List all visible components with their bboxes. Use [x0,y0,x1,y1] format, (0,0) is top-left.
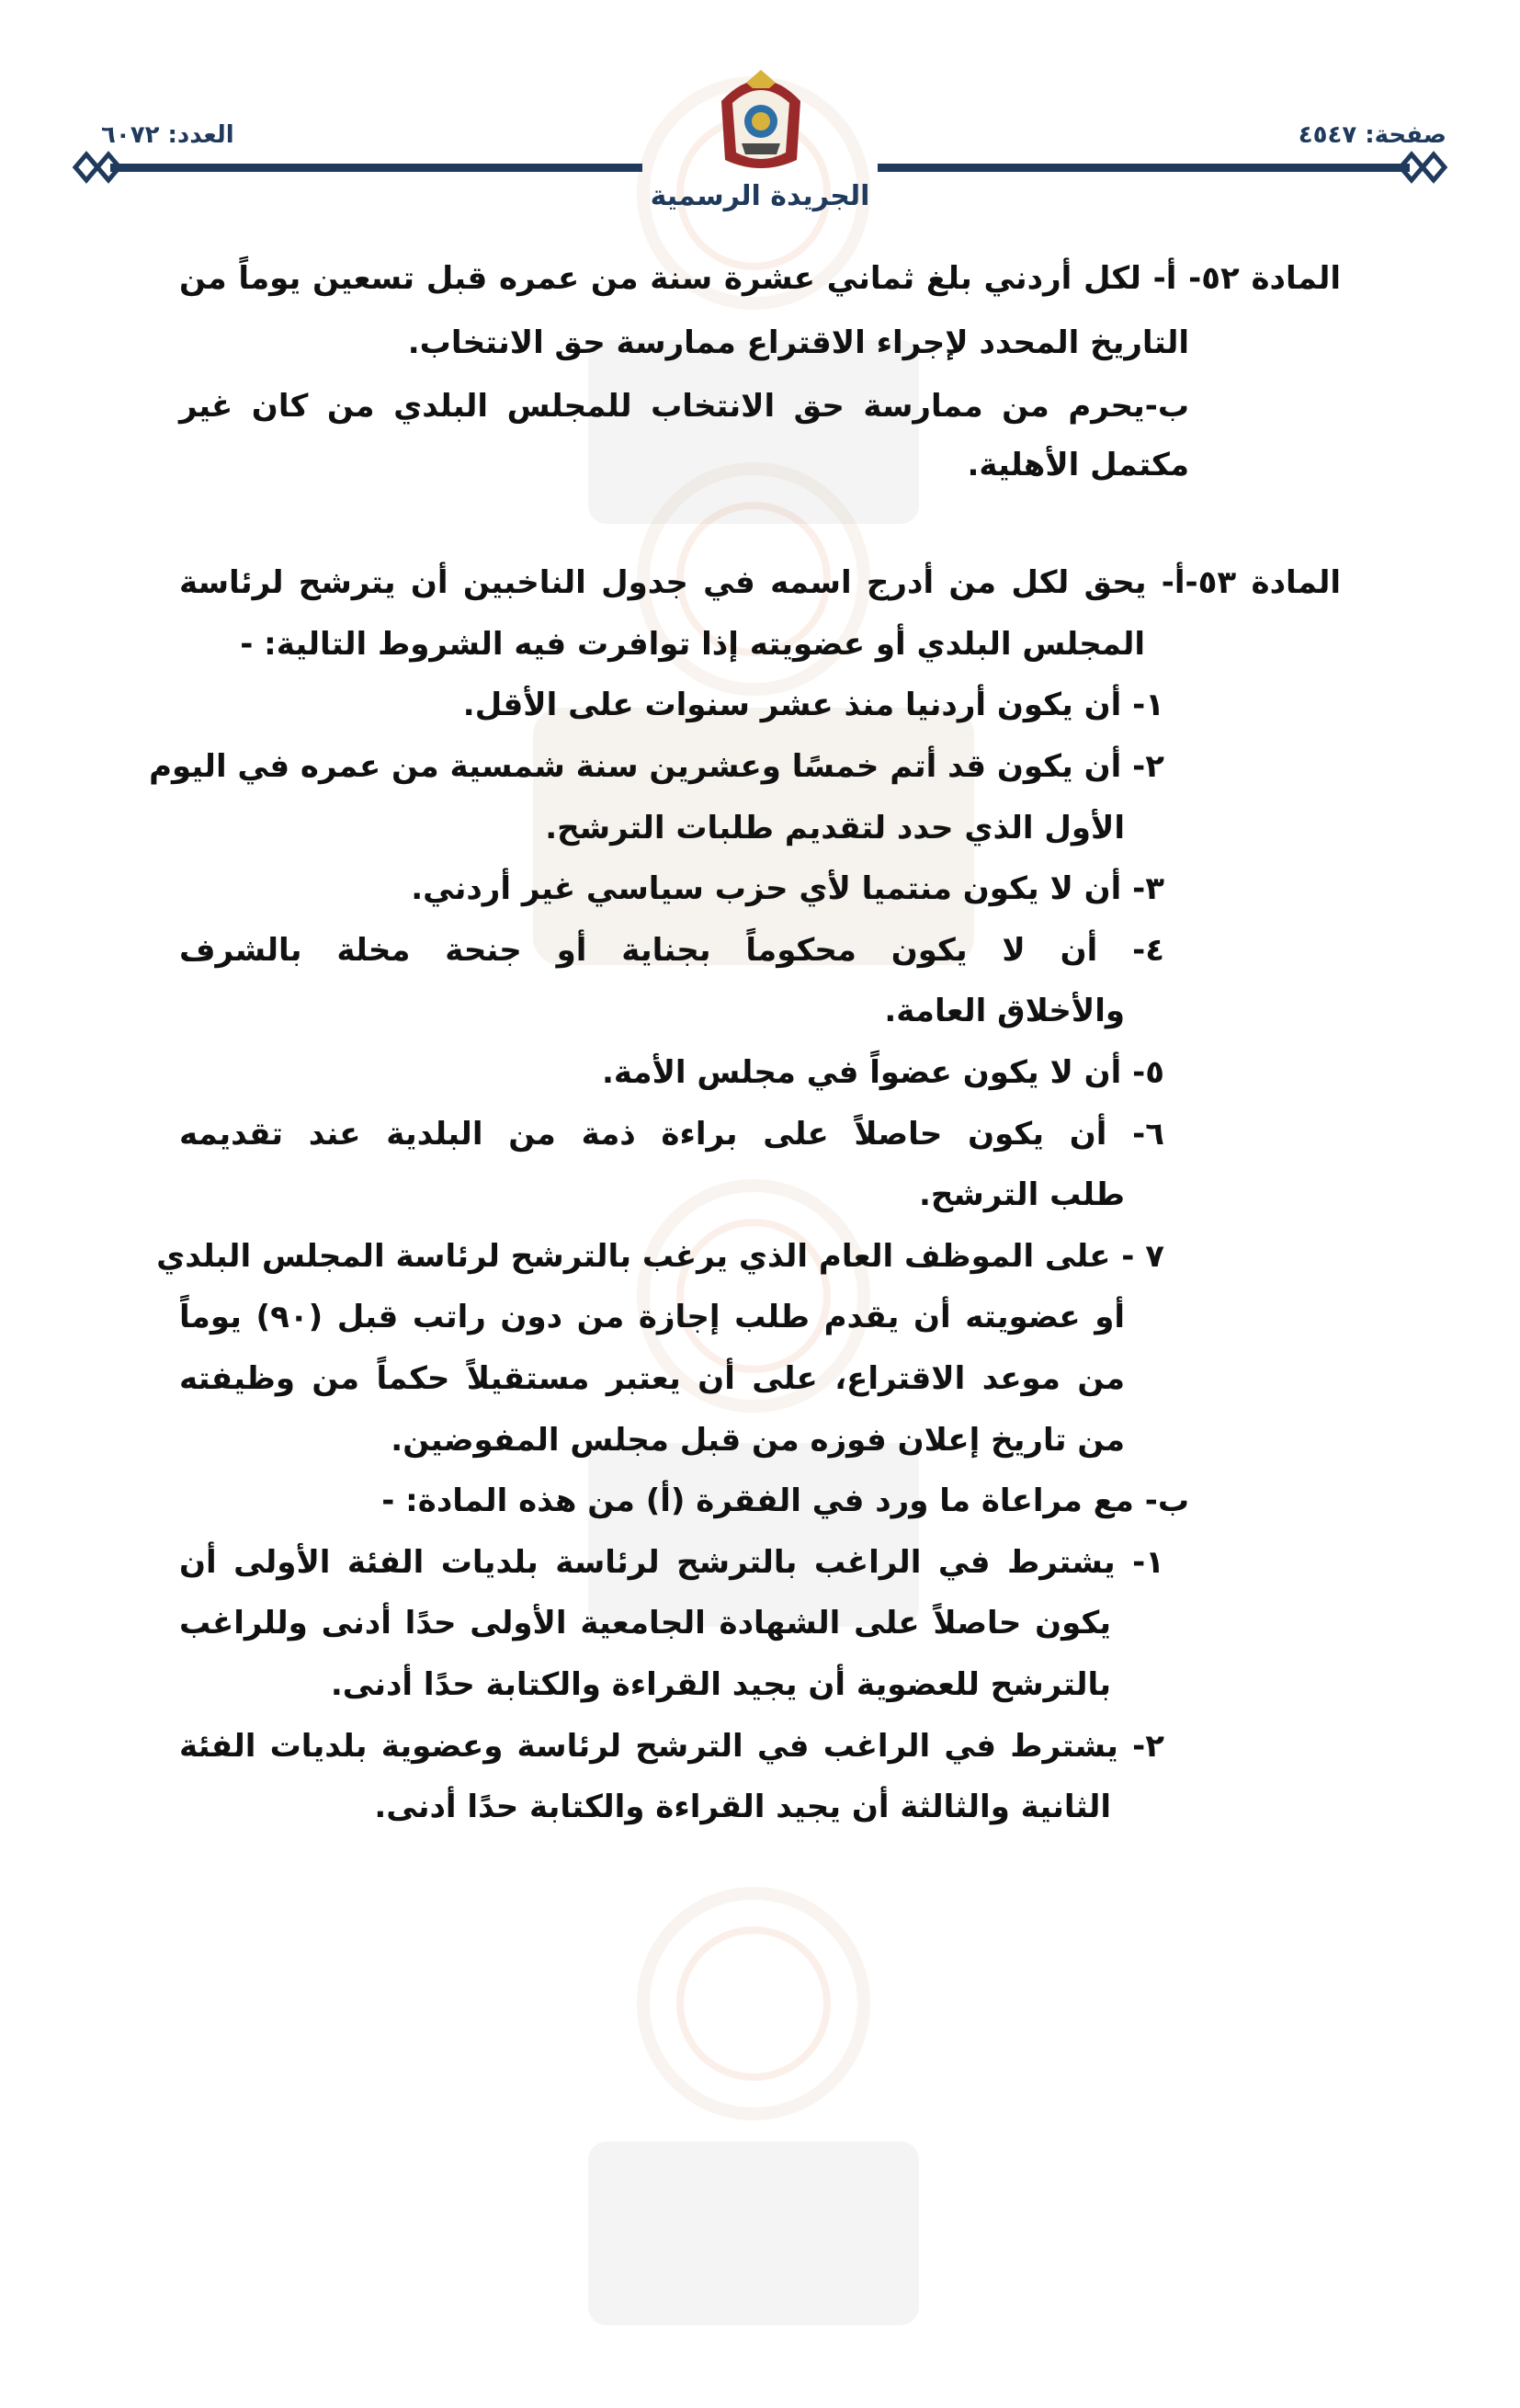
header-rule-left [110,164,642,172]
text-line-3: ب-يحرم من ممارسة حق الانتخاب للمجلس البلدي من كان غير [179,388,1189,425]
text-line-23: بالترشح للعضوية أن يجيد القراءة والكتابة حدًا أدنى. [330,1666,1111,1703]
text-line-12: والأخلاق العامة. [884,993,1125,1029]
issue-number: العدد: ٦٠٧٢ [101,121,234,149]
text-line-7: ١- أن يكون أردنيا منذ عشر سنوات على الأقل. [462,687,1164,723]
text-line-2: التاريخ المحدد لإجراء الاقتراع ممارسة حق الانتخاب. [407,324,1189,361]
text-line-9: الأول الذي حدد لتقديم طلبات الترشح. [545,810,1125,846]
page-number: صفحة: ٤٥٤٧ [1298,121,1446,149]
text-line-5: المادة ٥٣-أ- يحق لكل من أدرج اسمه في جدول الناخبين أن يترشح لرئاسة [179,564,1341,601]
text-line-15: طلب الترشح. [918,1176,1125,1213]
text-line-24: ٢- يشترط في الراغب في الترشح لرئاسة وعضوية بلديات الفئة [179,1728,1164,1765]
text-line-6: المجلس البلدي أو عضويته إذا توافرت فيه الشروط التالية: - [240,626,1145,663]
watermark-clock-icon [478,1857,1029,2408]
text-line-16: ٧ - على الموظف العام الذي يرغب بالترشح لرئاسة المجلس البلدي [156,1238,1164,1275]
gazette-title: الجريدة الرسمية [650,180,870,212]
text-line-25: الثانية والثالثة أن يجيد القراءة والكتابة حدًا أدنى. [374,1789,1111,1825]
header-rule-right [878,164,1410,172]
text-line-20: ب- مع مراعاة ما ورد في الفقرة (أ) من هذه المادة: - [381,1482,1189,1519]
text-line-18: من موعد الاقتراع، على أن يعتبر مستقيلاً حكماً من وظيفته [179,1360,1125,1397]
text-line-13: ٥- أن لا يكون عضواً في مجلس الأمة. [601,1054,1164,1091]
text-line-11: ٤- أن لا يكون محكوماً بجناية أو جنحة مخلة بالشرف [179,932,1164,969]
text-line-4: مكتمل الأهلية. [967,447,1189,483]
text-line-14: ٦- أن يكون حاصلاً على براءة ذمة من البلدية عند تقديمه [179,1116,1164,1153]
text-line-22: يكون حاصلاً على الشهادة الجامعية الأولى حدًا أدنى وللراغب [179,1605,1111,1641]
text-line-10: ٣- أن لا يكون منتميا لأي حزب سياسي غير أردني. [411,870,1164,907]
text-line-1: المادة ٥٢- أ- لكل أردني بلغ ثماني عشرة سنة من عمره قبل تسعين يوماً من [179,260,1341,297]
text-line-19: من تاريخ إعلان فوزه من قبل مجلس المفوضين. [391,1422,1125,1459]
text-line-21: ١- يشترط في الراغب بالترشح لرئاسة بلديات الفئة الأولى أن [179,1544,1164,1581]
text-line-8: ٢- أن يكون قد أتم خمسًا وعشرين سنة شمسية من عمره في اليوم [149,748,1164,785]
coat-of-arms-icon [714,64,808,173]
text-line-17: أو عضويته أن يقدم طلب إجازة من دون راتب قبل (٩٠) يوماً [179,1299,1125,1335]
